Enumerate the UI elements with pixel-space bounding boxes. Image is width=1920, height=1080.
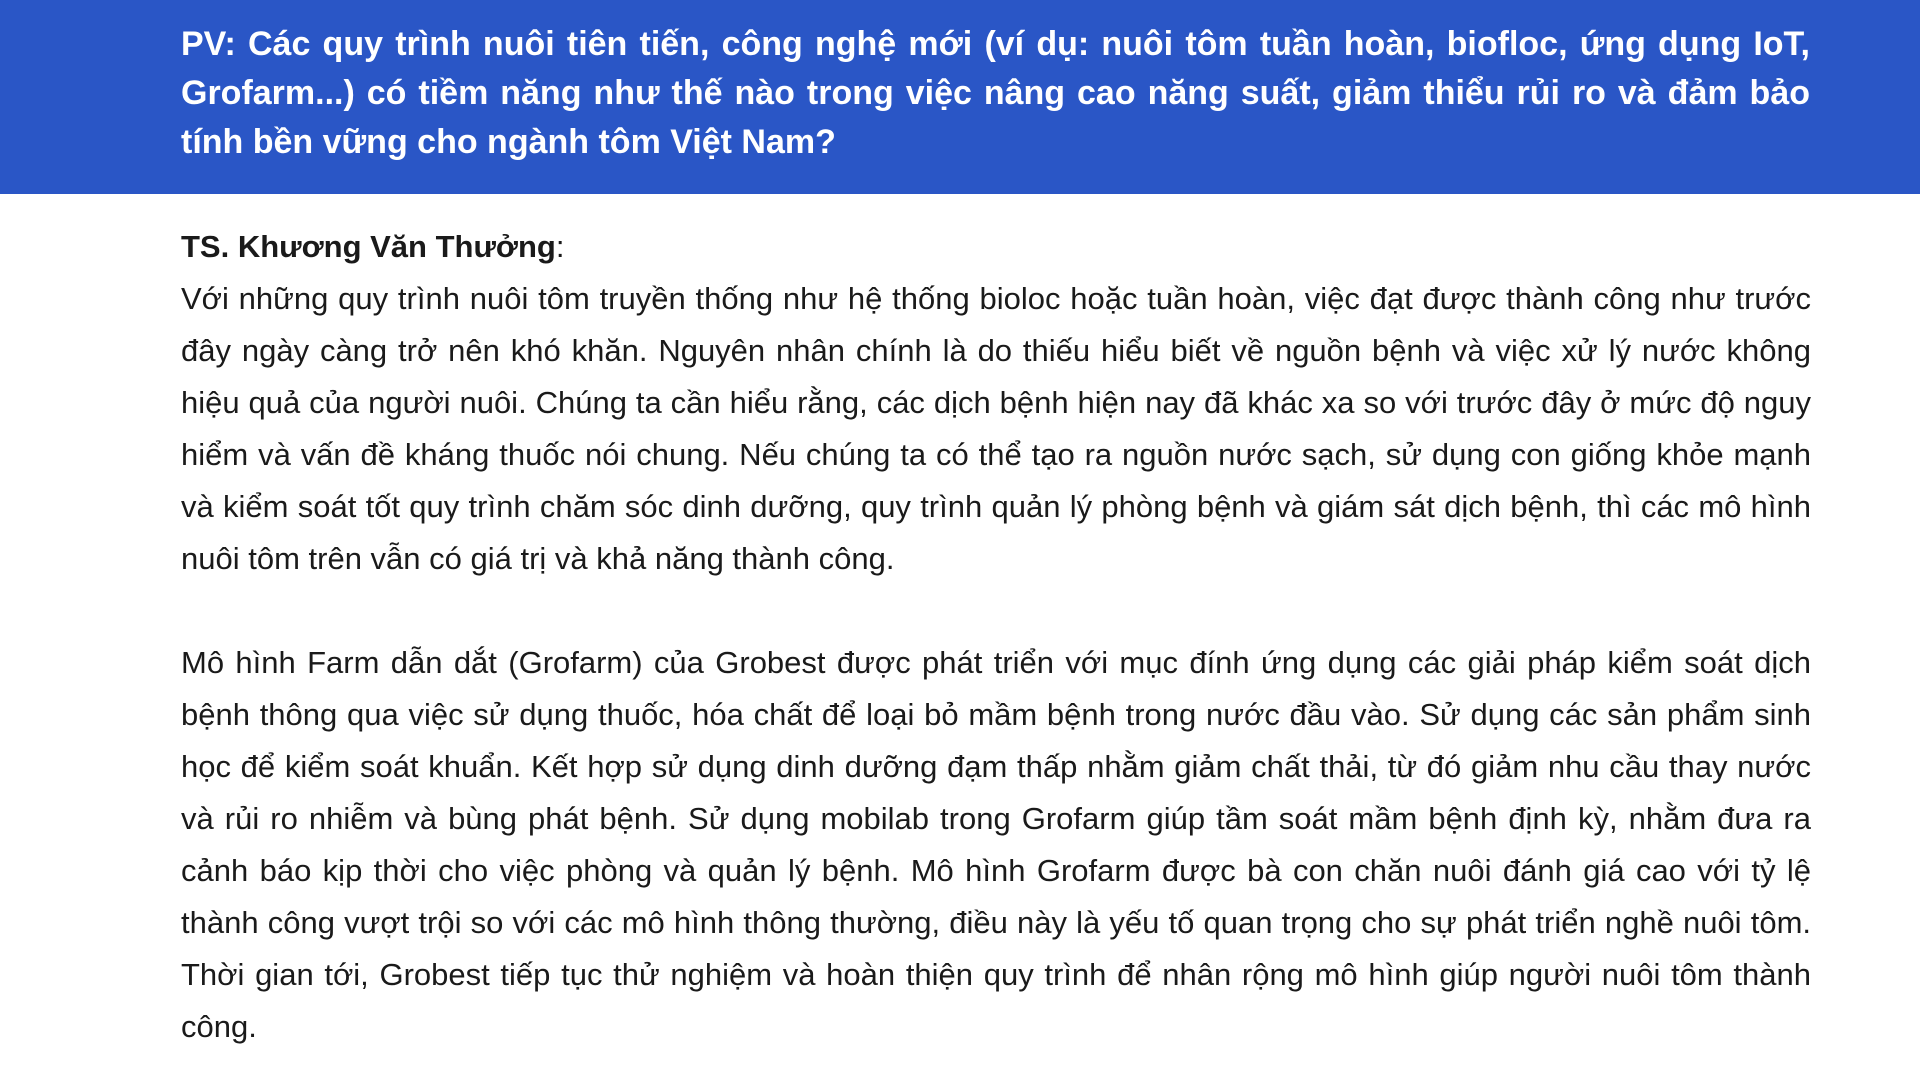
- answer-paragraph-2: Mô hình Farm dẫn dắt (Grofarm) của Grobest được phát triển với mục đính ứng dụng các giải pháp kiểm soát dịch bệnh thông qua việc sử dụng thuốc, hóa chất để loại bỏ mầm bệnh trong nước đầu vào. Sử dụng các sản phẩm sinh học để kiểm soát khuẩn. Kết hợp sử dụng dinh dưỡng đạm thấp nhằm giảm chất thải, từ đó giảm nhu cầu thay nước và rủi ro nhiễm và bùng phát bệnh. Sử dụng mobilab trong Grofarm giúp tầm soát mầm bệnh định kỳ, nhằm đưa ra cảnh báo kịp thời cho việc phòng và quản lý bệnh. Mô hình Grofarm được bà con chăn nuôi đánh giá cao với tỷ lệ thành công vượt trội so với các mô hình thông thường, điều này là yếu tố quan trọng cho sự phát triển nghề nuôi tôm. Thời gian tới, Grobest tiếp tục thử nghiệm và hoàn thiện quy trình để nhân rộng mô hình giúp người nuôi tôm thành công.: [181, 645, 1811, 1044]
- question-banner: [0, 0, 1920, 194]
- interview-question: PV: Các quy trình nuôi tiên tiến, công nghệ mới (ví dụ: nuôi tôm tuần hoàn, biofloc, ứng dụng IoT, Grofarm...) có tiềm năng như thế nào trong việc nâng cao năng suất, giảm thiểu rủi ro và đảm bảo tính bền vững cho ngành tôm Việt Nam?: [181, 25, 1810, 161]
- answer-paragraph-1: Với những quy trình nuôi tôm truyền thống như hệ thống bioloc hoặc tuần hoàn, việc đạt được thành công như trước đây ngày càng trở nên khó khăn. Nguyên nhân chính là do thiếu hiểu biết về nguồn bệnh và việc xử lý nước không hiệu quả của người nuôi. Chúng ta cần hiểu rằng, các dịch bệnh hiện nay đã khác xa so với trước đây ở mức độ nguy hiểm và vấn đề kháng thuốc nói chung. Nếu chúng ta có thể tạo ra nguồn nước sạch, sử dụng con giống khỏe mạnh và kiểm soát tốt quy trình chăm sóc dinh dưỡng, quy trình quản lý phòng bệnh và giám sát dịch bệnh, thì các mô hình nuôi tôm trên vẫn có giá trị và khả năng thành công.: [181, 281, 1811, 576]
- speaker-name: TS. Khương Văn Thưởng: [181, 229, 556, 264]
- speaker-colon: :: [555, 229, 565, 264]
- speaker-line: [181, 221, 1811, 273]
- answer-section: [181, 221, 1811, 1053]
